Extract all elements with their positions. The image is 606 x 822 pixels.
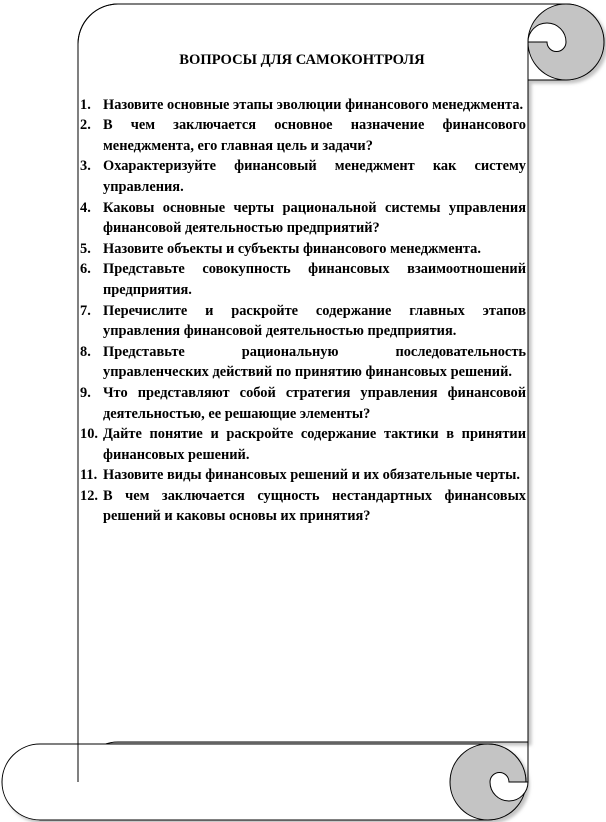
question-number: 9. xyxy=(80,384,91,401)
question-text: Представьте рациональную последовательность управленческих действий по принятию финансовых решений. xyxy=(103,343,526,381)
question-number: 7. xyxy=(80,302,91,319)
question-number: 10. xyxy=(80,426,98,443)
question-number: 5. xyxy=(80,240,91,257)
question-text: Представьте совокупность финансовых взаимоотношений предприятия. xyxy=(103,261,526,298)
question-number: 4. xyxy=(80,199,91,216)
question-text: Назовите основные этапы эволюции финансового менеджмента. xyxy=(103,96,524,113)
list-item xyxy=(78,465,526,486)
question-number: 3. xyxy=(80,158,91,175)
page-title: ВОПРОСЫ ДЛЯ САМОКОНТРОЛЯ xyxy=(179,52,425,68)
question-text: Охарактеризуйте финансовый менеджмент как систему управления. xyxy=(103,158,526,195)
question-number: 1. xyxy=(80,96,91,113)
question-text: Назовите объекты и субъекты финансового менеджмента. xyxy=(103,240,481,257)
list-item xyxy=(78,424,526,465)
list-item xyxy=(78,342,526,383)
scroll-bottom-roll xyxy=(2,744,526,820)
list-item xyxy=(78,156,526,197)
question-number: 8. xyxy=(80,343,91,360)
question-text: Перечислите и раскройте содержание главных этапов управления финансовой деятельностью предприятия. xyxy=(103,302,526,340)
question-text: В чем заключается сущность нестандартных финансовых решений и каковы основы их принятия? xyxy=(103,487,526,525)
document-body xyxy=(78,44,526,527)
list-item xyxy=(78,115,526,156)
question-text: Дайте понятие и раскройте содержание тактики в принятии финансовых решений. xyxy=(103,426,526,463)
question-number: 2. xyxy=(80,117,91,134)
question-text: Каковы основные черты рациональной системы управления финансовой деятельностью предприятий? xyxy=(103,199,526,237)
list-item xyxy=(78,95,526,116)
question-number: 11. xyxy=(80,467,98,484)
list-item xyxy=(78,301,526,342)
list-item xyxy=(78,259,526,300)
list-item xyxy=(78,239,526,260)
question-text: В чем заключается основное назначение финансового менеджмента, его главная цель и задачи? xyxy=(103,117,526,154)
question-text: Назовите виды финансовых решений и их обязательные черты. xyxy=(103,467,520,484)
question-number: 12. xyxy=(80,487,98,504)
question-number: 6. xyxy=(80,261,91,278)
list-item xyxy=(78,198,526,239)
question-text: Что представляют собой стратегия управления финансовой деятельностью, ее решающие элементы? xyxy=(103,384,526,422)
list-item xyxy=(78,383,526,424)
question-list xyxy=(78,95,526,527)
list-item xyxy=(78,486,526,527)
